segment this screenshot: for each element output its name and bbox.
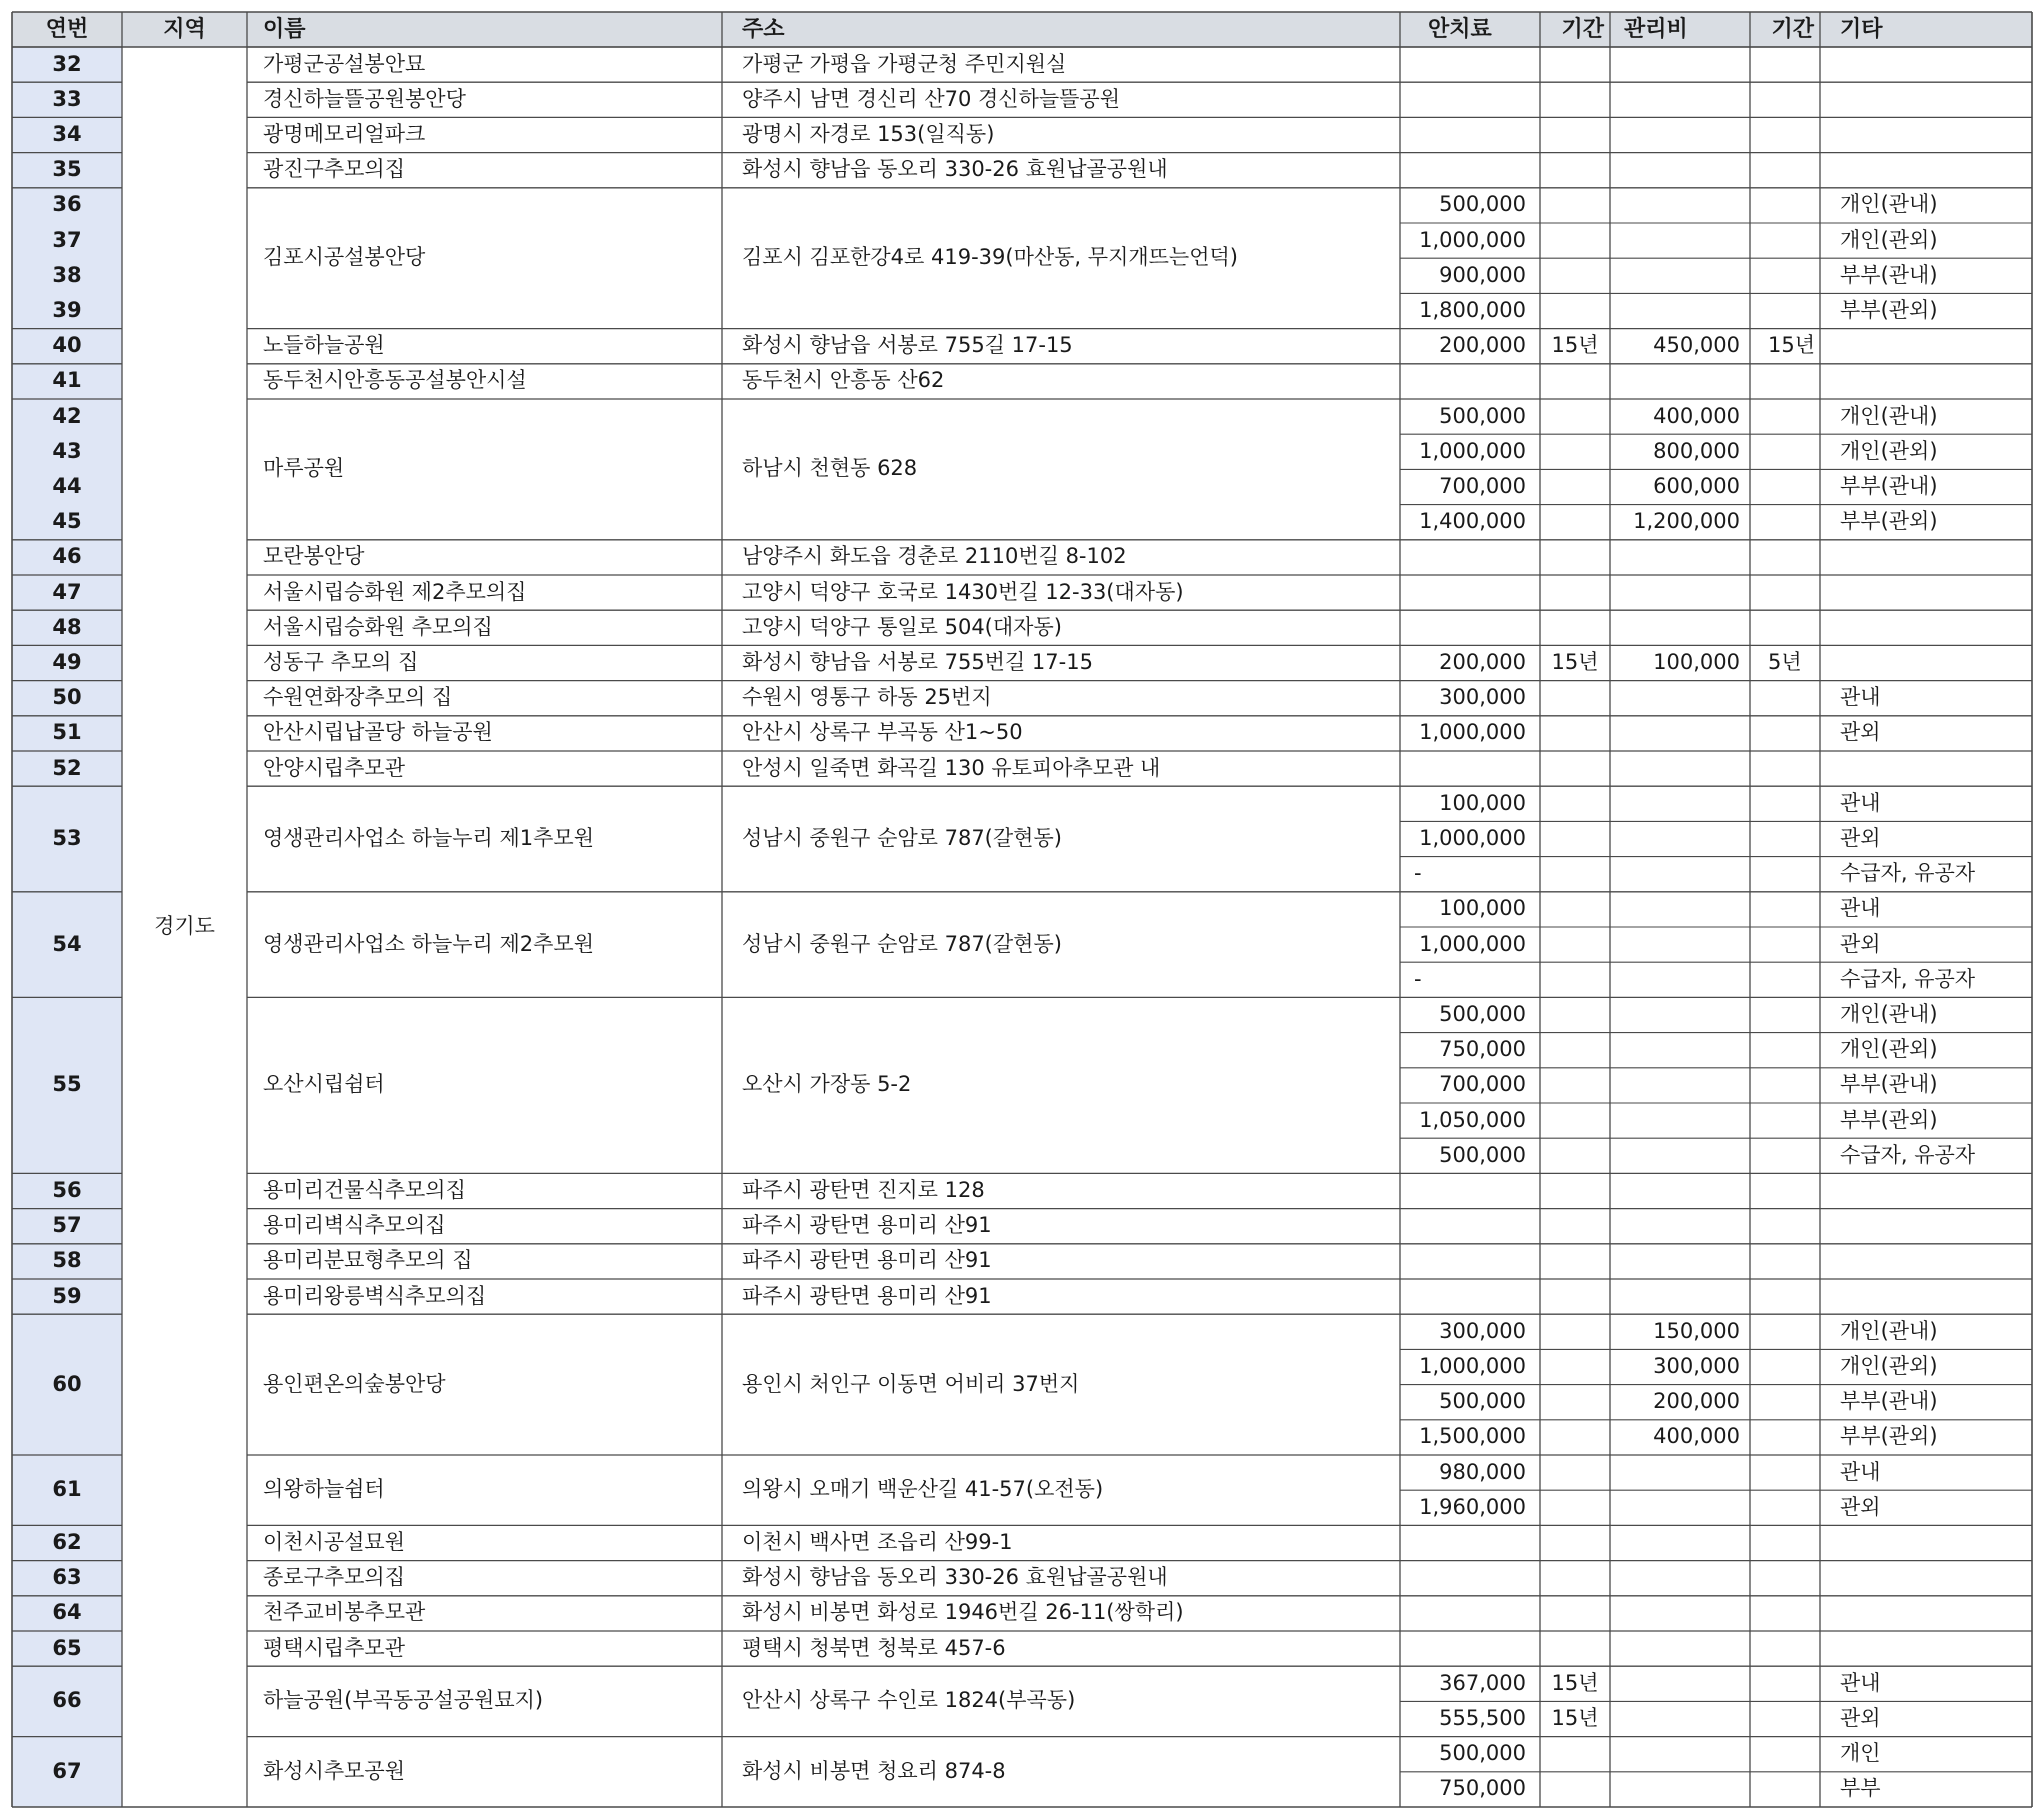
facility-address: 용인시 처인구 이동면 어비리 37번지 <box>742 1371 1080 1396</box>
facility-name: 경신하늘뜰공원봉안당 <box>263 86 466 111</box>
note-value: 관외 <box>1840 826 1881 850</box>
fee-value: 500,000 <box>1439 1389 1526 1414</box>
facility-name: 광명메모리얼파크 <box>263 122 426 146</box>
row-number: 44 <box>52 474 82 498</box>
row-number: 41 <box>52 368 82 393</box>
facility-address: 파주시 광탄면 용미리 산91 <box>742 1213 992 1238</box>
facility-address: 파주시 광탄면 용미리 산91 <box>742 1248 992 1273</box>
facility-address: 안산시 상록구 부곡동 산1~50 <box>742 720 1023 745</box>
row-number: 53 <box>52 826 82 850</box>
facility-name: 이천시공설묘원 <box>263 1530 406 1554</box>
note-value: 부부(관외) <box>1840 298 1938 322</box>
row-number: 54 <box>52 931 82 956</box>
row-number: 61 <box>52 1477 82 1502</box>
facility-address: 남양주시 화도읍 경춘로 2110번길 8-102 <box>742 544 1127 569</box>
note-value: 부부(관내) <box>1840 1389 1938 1414</box>
facility-address: 화성시 비봉면 화성로 1946번길 26-11(쌍학리) <box>742 1600 1184 1625</box>
note-value: 관내 <box>1840 685 1881 710</box>
facility-name: 노들하늘공원 <box>263 333 385 358</box>
fee-value: 1,400,000 <box>1419 509 1526 534</box>
facility-name: 용미리분묘형추모의 집 <box>263 1248 473 1273</box>
facility-name: 서울시립승화원 제2추모의집 <box>263 579 527 604</box>
facility-name: 마루공원 <box>263 456 345 481</box>
note-value: 부부 <box>1840 1776 1881 1801</box>
row-number: 46 <box>52 544 82 569</box>
fee-value: 300,000 <box>1439 685 1526 710</box>
facility-address: 안성시 일죽면 화곡길 130 유토피아추모관 내 <box>742 755 1161 780</box>
facility-name: 모란봉안당 <box>263 544 365 569</box>
mgmt-fee-value: 300,000 <box>1653 1354 1740 1378</box>
fee-value: 700,000 <box>1439 474 1526 498</box>
facility-address: 화성시 향남읍 동오리 330-26 효원납골공원내 <box>742 1565 1168 1590</box>
facility-table <box>12 12 2032 1804</box>
row-number: 38 <box>52 262 82 287</box>
fee-value: 900,000 <box>1439 262 1526 287</box>
note-value: 개인(관내) <box>1840 403 1938 428</box>
facility-address: 화성시 비봉면 청요리 874-8 <box>742 1758 1006 1783</box>
facility-address: 화성시 향남읍 서봉로 755길 17-15 <box>742 333 1073 358</box>
facility-name: 평택시립추모관 <box>263 1635 406 1660</box>
facility-name: 의왕하늘쉼터 <box>263 1477 385 1502</box>
fee-value: 1,000,000 <box>1419 826 1526 850</box>
fee-value: 700,000 <box>1439 1072 1526 1097</box>
fee-value: 1,000,000 <box>1419 1354 1526 1378</box>
row-number: 64 <box>52 1600 82 1625</box>
fee-value: 750,000 <box>1439 1037 1526 1062</box>
mgmt-period-value: 15년 <box>1768 333 1816 358</box>
note-value: 관외 <box>1840 1706 1881 1730</box>
row-number: 43 <box>52 438 82 463</box>
note-value: 개인(관외) <box>1840 1354 1938 1378</box>
row-number: 66 <box>52 1688 82 1713</box>
note-value: 관외 <box>1840 931 1881 956</box>
mgmt-fee-value: 100,000 <box>1653 650 1740 674</box>
facility-name: 오산시립쉼터 <box>263 1072 385 1097</box>
fee-value: 1,960,000 <box>1419 1494 1526 1519</box>
note-value: 개인 <box>1840 1741 1881 1766</box>
header-no: 연번 <box>45 16 89 42</box>
note-value: 부부(관내) <box>1840 262 1938 287</box>
facility-name: 용미리왕릉벽식추모의집 <box>263 1283 487 1308</box>
facility-address: 평택시 청북면 청북로 457-6 <box>742 1635 1006 1660</box>
note-value: 수급자, 유공자 <box>1840 1142 1976 1167</box>
header-fee: 안치료 <box>1428 16 1492 42</box>
fee-period-value: 15년 <box>1551 1670 1599 1695</box>
note-value: 개인(관내) <box>1840 1318 1938 1343</box>
note-value: 수급자, 유공자 <box>1840 861 1976 886</box>
header-mgmt: 관리비 <box>1624 16 1688 42</box>
fee-period-value: 15년 <box>1551 650 1599 674</box>
fee-value: 1,800,000 <box>1419 298 1526 322</box>
note-value: 관내 <box>1840 1670 1881 1695</box>
facility-address: 의왕시 오매기 백운산길 41-57(오전동) <box>742 1477 1104 1502</box>
facility-name: 용미리벽식추모의집 <box>263 1213 446 1238</box>
header-mgmt-period: 기간 <box>1771 16 1814 42</box>
row-number: 63 <box>52 1565 82 1590</box>
note-value: 개인(관외) <box>1840 227 1938 252</box>
row-number: 33 <box>52 86 82 111</box>
facility-address: 양주시 남면 경신리 산70 경신하늘뜰공원 <box>742 86 1120 111</box>
fee-value: 1,000,000 <box>1419 227 1526 252</box>
facility-name: 가평군공설봉안묘 <box>263 51 426 76</box>
row-number: 67 <box>52 1758 82 1783</box>
facility-name: 김포시공설봉안당 <box>263 245 426 270</box>
fee-value: 1,000,000 <box>1419 720 1526 745</box>
row-number: 49 <box>52 650 82 674</box>
facility-address: 안산시 상록구 수인로 1824(부곡동) <box>742 1688 1076 1713</box>
facility-address: 화성시 향남읍 서봉로 755번길 17-15 <box>742 650 1093 674</box>
row-number: 32 <box>52 51 82 76</box>
mgmt-fee-value: 800,000 <box>1653 438 1740 463</box>
facility-address: 김포시 김포한강4로 419-39(마산동, 무지개뜨는언덕) <box>742 245 1238 270</box>
facility-address: 하남시 천현동 628 <box>742 456 918 481</box>
facility-address: 동두천시 안흥동 산62 <box>742 368 945 393</box>
row-number: 35 <box>52 157 82 182</box>
note-value: 관외 <box>1840 1494 1881 1519</box>
note-value: 부부(관외) <box>1840 1424 1938 1449</box>
facility-name: 서울시립승화원 추모의집 <box>263 614 493 639</box>
facility-name: 수원연화장추모의 집 <box>263 685 453 710</box>
note-value: 개인(관내) <box>1840 1002 1938 1026</box>
facility-address: 성남시 중원구 순암로 787(갈현동) <box>742 931 1062 956</box>
facility-address: 파주시 광탄면 진지로 128 <box>742 1178 985 1202</box>
facility-name: 영생관리사업소 하늘누리 제1추모원 <box>263 826 595 850</box>
facility-address: 고양시 덕양구 통일로 504(대자동) <box>742 614 1062 639</box>
header-region: 지역 <box>163 16 206 42</box>
note-value: 개인(관외) <box>1840 1037 1938 1062</box>
mgmt-fee-value: 200,000 <box>1653 1389 1740 1414</box>
facility-name: 화성시추모공원 <box>263 1758 406 1783</box>
fee-value: 100,000 <box>1439 896 1526 921</box>
mgmt-fee-value: 400,000 <box>1653 403 1740 428</box>
row-number: 37 <box>52 227 82 252</box>
facility-name: 용미리건물식추모의집 <box>263 1178 466 1202</box>
fee-value: 1,500,000 <box>1419 1424 1526 1449</box>
fee-value: 200,000 <box>1439 650 1526 674</box>
fee-value: 1,000,000 <box>1419 438 1526 463</box>
facility-name: 안산시립납골당 하늘공원 <box>263 720 493 745</box>
row-number: 36 <box>52 192 82 217</box>
header-name: 이름 <box>263 16 306 42</box>
note-value: 관내 <box>1840 1459 1881 1484</box>
facility-name: 천주교비봉추모관 <box>263 1600 426 1625</box>
note-value: 부부(관외) <box>1840 1107 1938 1132</box>
mgmt-fee-value: 150,000 <box>1653 1318 1740 1343</box>
fee-value: 500,000 <box>1439 1002 1526 1026</box>
row-number: 50 <box>52 685 82 710</box>
fee-value: 500,000 <box>1439 403 1526 428</box>
facility-name: 하늘공원(부곡동공설공원묘지) <box>263 1688 544 1713</box>
fee-value: - <box>1414 861 1422 886</box>
fee-value: 500,000 <box>1439 1142 1526 1167</box>
row-number: 56 <box>52 1178 82 1202</box>
fee-value: 1,050,000 <box>1419 1107 1526 1132</box>
fee-value: 500,000 <box>1439 192 1526 217</box>
fee-value: 200,000 <box>1439 333 1526 358</box>
row-number: 55 <box>52 1072 82 1097</box>
region-label: 경기도 <box>154 914 215 938</box>
fee-value: 1,000,000 <box>1419 931 1526 956</box>
mgmt-fee-value: 450,000 <box>1653 333 1740 358</box>
facility-address: 고양시 덕양구 호국로 1430번길 12-33(대자동) <box>742 579 1184 604</box>
note-value: 관내 <box>1840 896 1881 921</box>
facility-address: 오산시 가장동 5-2 <box>742 1072 912 1097</box>
row-number: 34 <box>52 122 82 146</box>
facility-address: 가평군 가평읍 가평군청 주민지원실 <box>742 51 1067 76</box>
facility-address: 화성시 향남읍 동오리 330-26 효원납골공원내 <box>742 157 1168 182</box>
row-number: 40 <box>52 333 82 358</box>
row-number: 42 <box>52 403 82 428</box>
facility-name: 광진구추모의집 <box>263 157 406 182</box>
facility-address: 광명시 자경로 153(일직동) <box>742 122 995 146</box>
fee-period-value: 15년 <box>1551 333 1599 358</box>
row-number: 47 <box>52 579 82 604</box>
facility-name: 용인편온의숲봉안당 <box>263 1371 446 1396</box>
row-number: 57 <box>52 1213 82 1238</box>
row-number: 60 <box>52 1371 82 1396</box>
fee-value: 100,000 <box>1439 790 1526 815</box>
facility-address: 파주시 광탄면 용미리 산91 <box>742 1283 992 1308</box>
fee-value: 500,000 <box>1439 1741 1526 1766</box>
row-number: 62 <box>52 1530 82 1554</box>
note-value: 부부(관외) <box>1840 509 1938 534</box>
note-value: 수급자, 유공자 <box>1840 966 1976 991</box>
mgmt-fee-value: 1,200,000 <box>1633 509 1740 534</box>
facility-address: 이천시 백사면 조읍리 산99-1 <box>742 1530 1013 1554</box>
note-value: 부부(관내) <box>1840 1072 1938 1097</box>
mgmt-period-value: 5년 <box>1768 650 1802 674</box>
header-address: 주소 <box>742 16 785 42</box>
facility-name: 동두천시안흥동공설봉안시설 <box>263 368 527 393</box>
note-value: 부부(관내) <box>1840 474 1938 498</box>
fee-value: 367,000 <box>1439 1670 1526 1695</box>
row-number: 51 <box>52 720 82 745</box>
header-note: 기타 <box>1840 16 1883 42</box>
facility-address: 성남시 중원구 순암로 787(갈현동) <box>742 826 1062 850</box>
facility-name: 안양시립추모관 <box>263 755 406 780</box>
fee-period-value: 15년 <box>1551 1706 1599 1730</box>
fee-value: 300,000 <box>1439 1318 1526 1343</box>
facility-name: 종로구추모의집 <box>263 1565 406 1590</box>
row-number: 58 <box>52 1248 82 1273</box>
row-number: 39 <box>52 298 82 322</box>
header-fee-period: 기간 <box>1561 16 1604 42</box>
facility-address: 수원시 영통구 하동 25번지 <box>742 685 992 710</box>
note-value: 개인(관내) <box>1840 192 1938 217</box>
mgmt-fee-value: 400,000 <box>1653 1424 1740 1449</box>
fee-value: - <box>1414 966 1422 991</box>
facility-name: 영생관리사업소 하늘누리 제2추모원 <box>263 931 595 956</box>
row-number: 45 <box>52 509 82 534</box>
row-number: 48 <box>52 614 82 639</box>
fee-value: 980,000 <box>1439 1459 1526 1484</box>
note-value: 관내 <box>1840 790 1881 815</box>
fee-value: 555,500 <box>1439 1706 1526 1730</box>
mgmt-fee-value: 600,000 <box>1653 474 1740 498</box>
note-value: 개인(관외) <box>1840 438 1938 463</box>
row-number: 65 <box>52 1635 82 1660</box>
row-number: 52 <box>52 755 82 780</box>
row-number: 59 <box>52 1283 82 1308</box>
facility-name: 성동구 추모의 집 <box>263 650 419 674</box>
note-value: 관외 <box>1840 720 1881 745</box>
fee-value: 750,000 <box>1439 1776 1526 1801</box>
